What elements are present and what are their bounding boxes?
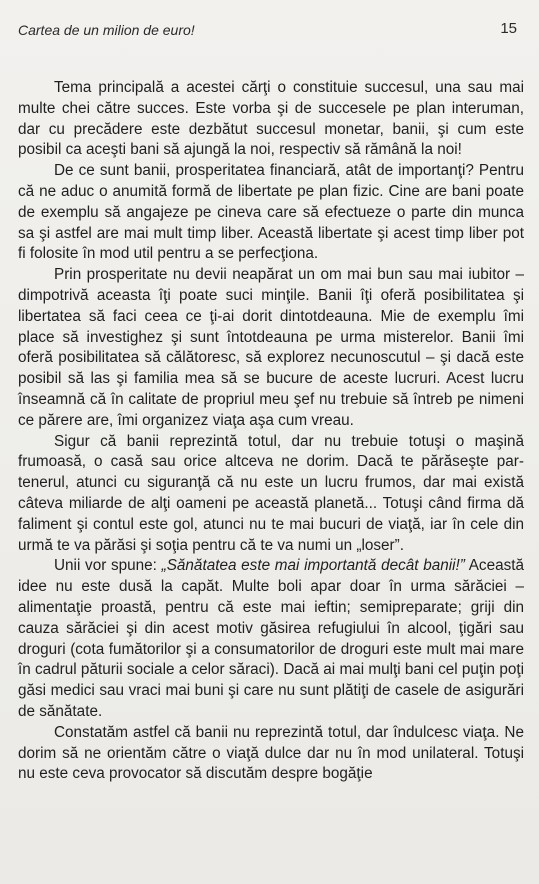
paragraph-1: Tema principală a acestei cărţi o constituie succesul, una sau mai multe chei către succes. Este vorba şi de succesele pe plan interuman, dar cu precădere este dezbătut succesul monetar, banii, şi cum este posibil ca aceşti bani să ajungă la noi, respectiv să rămână la noi!: [18, 79, 524, 159]
body-text: [18, 78, 524, 785]
paragraph-3: Prin prosperitate nu devii neapărat un om mai bun sau mai iubitor – dimpotrivă aceasta îţi poate suci minţile. Banii îţi oferă posibilitatea şi libertatea să faci ceea ce ţi-ai dorit dintotdeauna. Mie de exemplu îmi place să investighez şi sunt întotdeauna pe urma misterelor. Banii îmi oferă posibilitatea să călătoresc, să explorez necunoscutul – şi dacă este posibil să las şi familia mea să se bucure de aceste lucruri. Acest lucru înseamnă că în calitate de propriul meu şef nu trebuie să întreb pe nimeni ce părere are, îmi organizez viaţa aşa cum vreau.: [18, 266, 524, 429]
paragraph-5: [18, 556, 524, 722]
page-header: [18, 20, 517, 42]
paragraph-2: De ce sunt banii, prosperitatea financiară, atât de importanţi? Pentru că ne aduc o anumită formă de libertate pe plan fizic. Cine are bani poate de exemplu să angajeze pe cineva care să efectueze o parte din munca sa şi astfel are mai mult timp liber. Această libertate şi acest timp liber pot fi folosite în mod util pentru a se perfecţiona.: [18, 162, 524, 263]
health-quote: „Sănătatea este mai importantă decât banii!”: [161, 557, 465, 575]
page-number: 15: [500, 20, 517, 37]
paragraph-5-lead: Unii vor spune:: [54, 557, 162, 575]
running-title: Cartea de un milion de euro!: [18, 22, 195, 38]
paragraph-4: Sigur că banii reprezintă totul, dar nu trebuie totuşi o maşină frumoasă, o casă sau orice altceva ne dorim. Dacă te părăseşte partenerul, atunci cu siguranţă că nu este un lucru frumos, dar mai există câteva miliarde de alţi oameni pe această planetă... Totuşi când firma dă faliment şi contul este gol, atunci nu te mai bucuri de viaţă, iar în cele din urmă te va părăsi şi soţia pentru că te va numi un „loser”.: [18, 432, 524, 554]
paragraph-5-text: Această idee nu este dusă la capăt. Multe boli apar doar în urma sărăciei – alimentaţie proastă, pentru că este mai ieftin; semipreparate; griji din cauza sărăciei şi din acest motiv găsirea refugiului în alcool, ţigări sau droguri (cota fumătorilor şi a consumatorilor de droguri este mult mai mare în cadrul păturii sociale a celor săraci). Dacă ai mai mulţi bani cel puţin poţi găsi medici sau vraci mai buni şi care nu sunt plătiţi de casele de asigurări de sănătate.: [18, 557, 524, 720]
paragraph-6: Constatăm astfel că banii nu reprezintă totul, dar îndulcesc viaţa. Ne dorim să ne orientăm către o viaţă dulce dar nu în mod unilateral. Totuşi nu este ceva provocator să discutăm despre bogăţie: [18, 723, 524, 783]
